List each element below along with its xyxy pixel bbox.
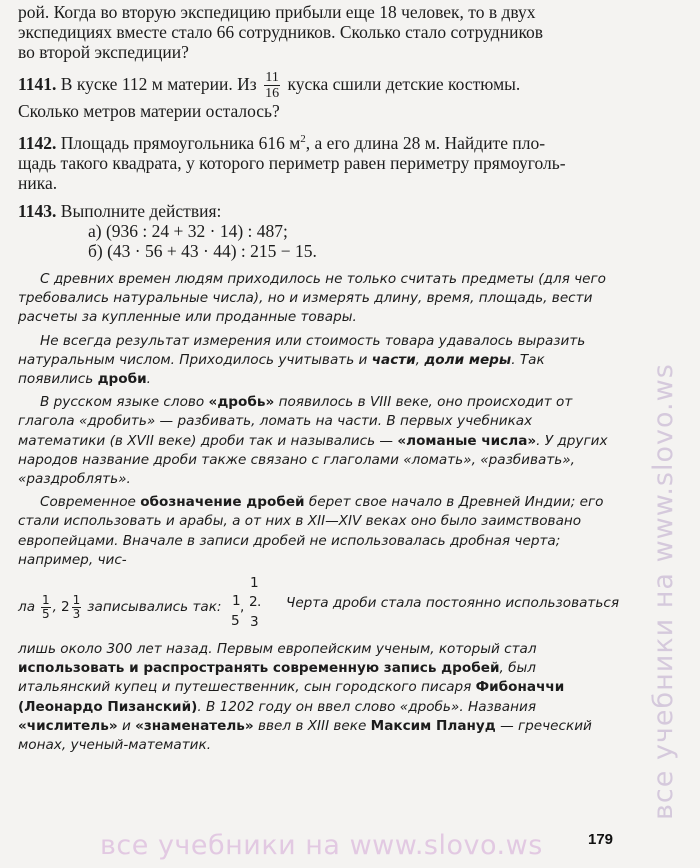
term-numerator: «числитель» (18, 717, 118, 734)
fraction-1-5 (41, 594, 51, 621)
problem-1143 (18, 201, 616, 261)
problem-1143-text: Выполните действия: (60, 201, 222, 222)
term-fractions: дроби (97, 371, 147, 388)
p3-text-a: В русском языке слово (40, 394, 209, 411)
intro-line-2: экспедициях вместе стало 66 сотрудников. Сколько стало сотрудников (18, 22, 544, 42)
math-written: записывались так: (87, 598, 222, 615)
history-paragraph-5 (18, 640, 618, 755)
problems-section (18, 2, 616, 261)
bottom-watermark: все учебники на www.slovo.ws (100, 830, 543, 861)
fraction-numerator: 11 (265, 70, 279, 86)
old-frac-2-bot: 3 (250, 614, 259, 631)
fraction-notation-example (18, 576, 618, 632)
history-section (18, 270, 618, 755)
problem-1142 (18, 129, 616, 193)
problem-1141-text-b: куска сшили детские костюмы. (287, 74, 521, 94)
fraction-11-16 (264, 70, 280, 101)
fraction-1-5-num: 1 (42, 593, 50, 608)
p4-text-b: берет свое начало в Древней Индии; его стали использовать и арабы, а от них в XII—XIV веках оно было заимствовано европейцами. Вначале в записи дробей не использовалась дробная черта; например, чис- (18, 494, 604, 568)
p3-text-b: появилось в VIII веке, оно происходит от глагола «дробить» — разбивать, ломать на части. В первых учебниках математики (в XVII веке) дроби так и назывались — (18, 394, 573, 449)
p5-text-f: — греческий монах, ученый-математик. (18, 717, 592, 754)
intro-line-1: рой. Когда во вторую экспедицию прибыли еще 18 человек, то в двух (18, 2, 536, 22)
term-measure-shares: доли меры (424, 351, 512, 368)
history-paragraph-2 (18, 332, 618, 390)
math-tail: Черта дроби стала постоянно использоваться (286, 595, 620, 612)
term-drob: «дробь» (208, 394, 275, 411)
math-comma: , (52, 598, 57, 615)
problem-1143-item-a: а) (936 : 24 + 32 · 14) : 487; (88, 221, 288, 242)
term-spread-notation: использовать и распространять современную запись дробей (18, 660, 500, 677)
mixed-whole: 2 (61, 598, 70, 615)
old-frac-2-top: 1 (250, 575, 259, 592)
problem-1142-number: 1142. (18, 133, 57, 154)
problem-1141-line2: Сколько метров материи осталось? (18, 101, 280, 122)
problem-1143-number: 1143. (18, 201, 57, 222)
old-frac-1-bot: 5 (231, 613, 240, 630)
fraction-denominator: 16 (265, 86, 280, 102)
p2-text-a: Не всегда результат измерения или стоимость товара удавалось выразить натуральным числом. Приходилось учитывать и (18, 332, 586, 368)
problem-1143-item-b: б) (43 · 56 + 43 · 44) : 215 − 15. (88, 241, 317, 262)
p5-text-c: . В 1202 году он ввел слово «дробь». Названия (197, 698, 536, 715)
term-broken-numbers: «ломаные числа» (397, 432, 537, 449)
old-frac-1-top: 1 (232, 593, 241, 610)
vertical-watermark: все учебники на www.slovo.ws (648, 363, 679, 820)
fraction-1-3 (72, 594, 82, 621)
p5-text-a: лишь около 300 лет назад. Первым европейским ученым, который стал (18, 641, 537, 658)
p3-text-c: . У других народов название дроби также связано с глаголами «ломать», «разбивать», «раздроблять». (18, 432, 608, 488)
page-number: 179 (588, 831, 614, 848)
history-paragraph-3 (18, 393, 618, 489)
fraction-1-3-den: 3 (72, 607, 81, 622)
p5-text-d: и (117, 717, 136, 734)
problem-1141-text-a: В куске 112 м материи. Из (60, 74, 257, 94)
problem-1142-line3: ника. (18, 173, 58, 194)
term-denominator: «знаменатель» (135, 717, 254, 734)
fraction-1-3-num: 1 (72, 593, 81, 608)
p2-sep: , (415, 351, 425, 368)
term-fraction-notation: обозначение дробей (140, 494, 305, 511)
intro-line-3: во второй экспедиции? (18, 42, 189, 62)
p5-text-e: ввел в XIII веке (253, 717, 371, 734)
p5-text-b: , был итальянский купец и путешественник, сын городского писаря (18, 660, 536, 696)
old-frac-sep: , (240, 599, 245, 616)
old-frac-end: . (257, 594, 262, 611)
problem-1142-text-b: , а его длина 28 м. Найдите пло- (305, 133, 546, 154)
term-parts: части (371, 351, 416, 368)
p4-text-a: Современное (40, 494, 141, 511)
p2-text-c: . Так появились (18, 351, 545, 388)
problem-1141-number: 1141. (18, 74, 57, 94)
problem-1142-text-a: Площадь прямоугольника 616 м (60, 133, 301, 154)
history-paragraph-1: С древних времен людям приходилось не только считать предметы (для чего требовались натуральные числа), но и измерять длину, время, площадь, вести расчеты за купленные или проданные товары. (18, 271, 606, 326)
problem-1142-line2: щадь такого квадрата, у которого периметр равен периметру прямоуголь- (18, 153, 566, 174)
term-planud: Максим Плануд (370, 717, 496, 734)
math-la: ла (18, 598, 36, 615)
old-notation (228, 576, 278, 632)
fraction-1-5-den: 5 (42, 607, 50, 622)
old-frac-2-whole: 2 (249, 594, 258, 611)
p2-text-d: . (146, 371, 151, 388)
superscript-2: 2 (300, 133, 306, 146)
problem-1141 (18, 70, 616, 121)
term-fibonacci: Фибоначчи (Леонардо Пизанский) (18, 679, 565, 715)
history-paragraph-4 (18, 493, 618, 570)
